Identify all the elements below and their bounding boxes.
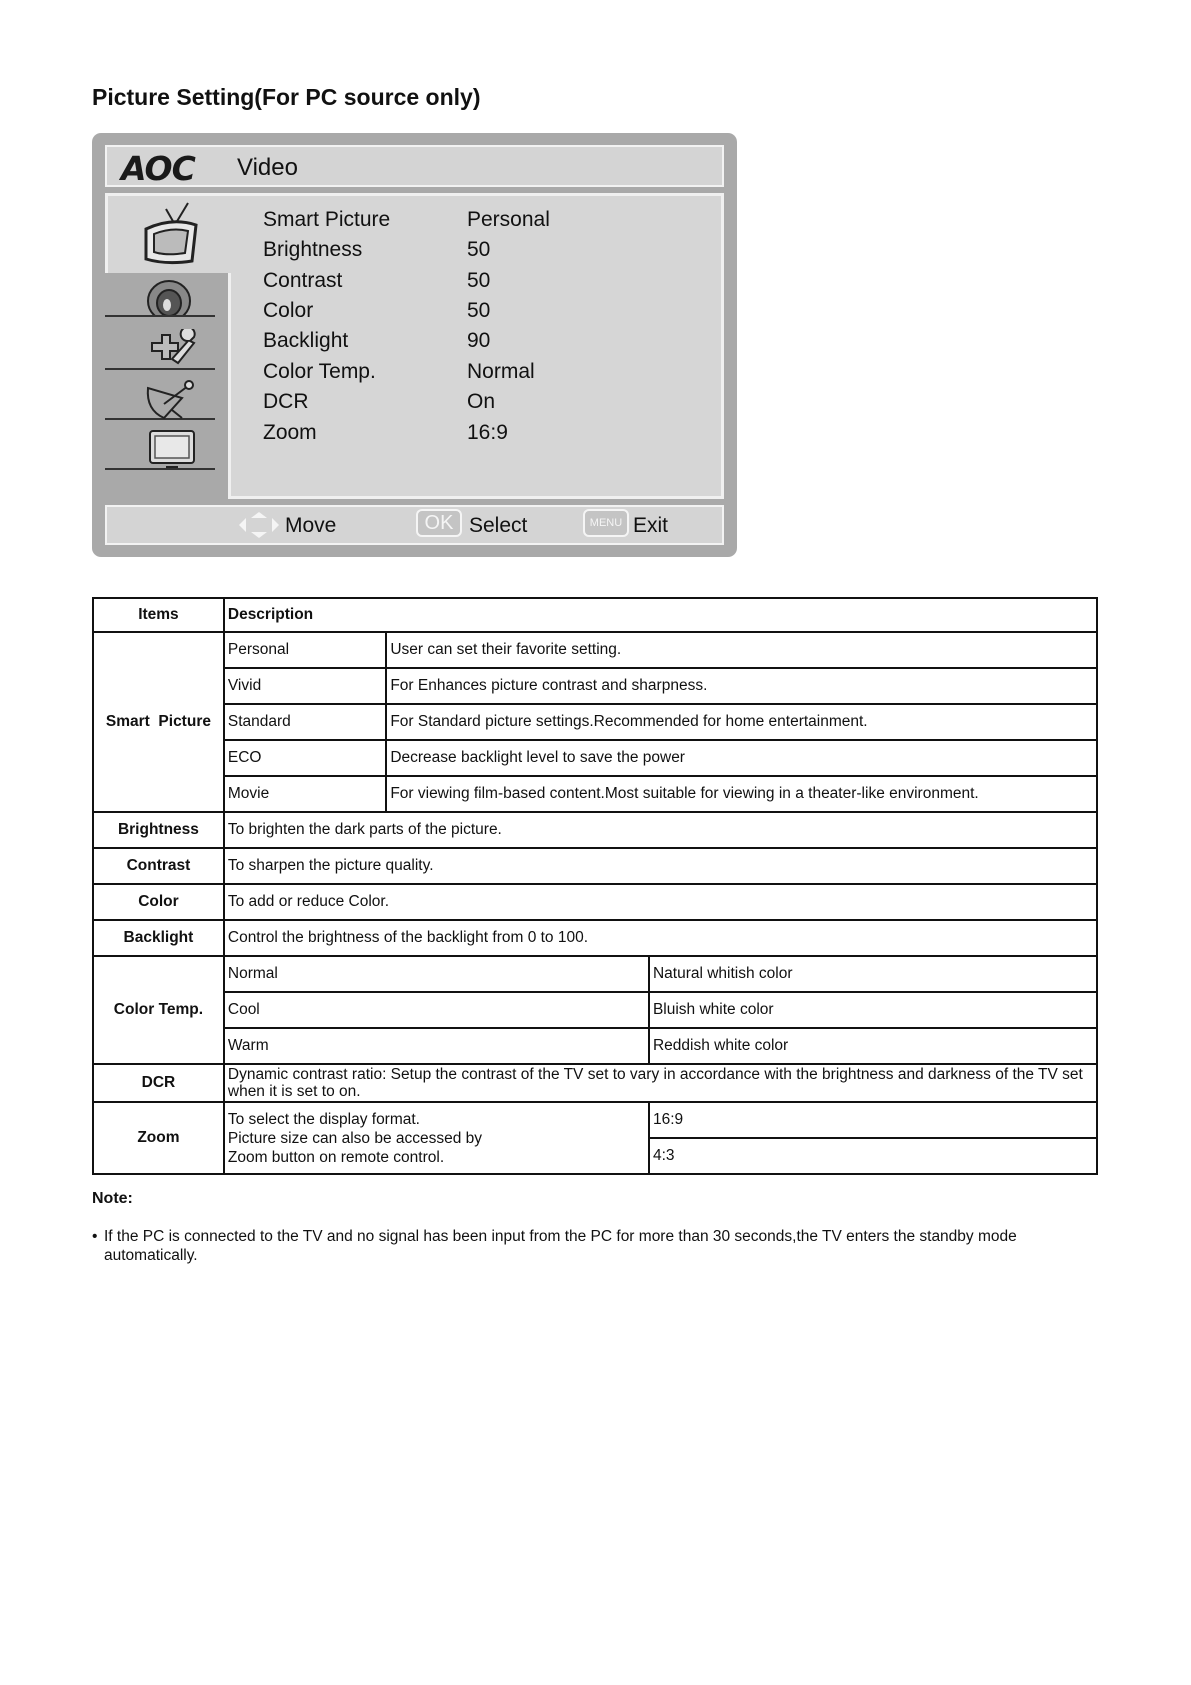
- note-title: Note:: [92, 1190, 133, 1207]
- item-dcr: DCR: [93, 1064, 224, 1102]
- item-color: Color: [93, 884, 224, 920]
- monitor-icon[interactable]: [146, 429, 200, 469]
- osd-row-label: Color Temp.: [263, 360, 376, 383]
- osd-row-value: On: [467, 390, 496, 413]
- item-zoom: Zoom: [93, 1102, 224, 1174]
- option-desc: For Standard picture settings.Recommended for home entertainment.: [386, 704, 1097, 740]
- osd-row-value: 50: [467, 238, 491, 261]
- item-desc: To brighten the dark parts of the picture.: [224, 812, 1097, 848]
- option-name: Vivid: [224, 668, 386, 704]
- item-backlight: Backlight: [93, 920, 224, 956]
- note-text: [92, 1227, 1092, 1265]
- option-desc: Natural whitish color: [649, 956, 1097, 992]
- note-body: If the PC is connected to the TV and no signal has been input from the PC for more than 30 seconds,the TV enters the standby mode automatically.: [104, 1228, 1017, 1264]
- option-name: 4:3: [649, 1138, 1097, 1174]
- table-row: [93, 920, 1097, 956]
- osd-row-value: 50: [467, 269, 491, 292]
- table-header-row: [93, 598, 1097, 632]
- header-items: Items: [93, 598, 224, 632]
- table-row: [93, 1028, 1097, 1064]
- table-row: [93, 632, 1097, 668]
- table-row: [93, 884, 1097, 920]
- table-row: [93, 668, 1097, 704]
- table-row: [93, 740, 1097, 776]
- osd-row-label: Zoom: [263, 421, 317, 444]
- osd-row-value: 90: [467, 329, 491, 352]
- option-name: Personal: [224, 632, 386, 668]
- zoom-desc-line: Zoom button on remote control.: [227, 1148, 445, 1166]
- menu-key-icon: MENU: [583, 509, 629, 537]
- aoc-logo: AOC: [121, 149, 195, 188]
- option-name: Warm: [224, 1028, 649, 1064]
- arrow-keys-icon: [237, 510, 281, 540]
- osd-row-value: 16:9: [467, 421, 508, 444]
- header-description: Description: [224, 598, 1097, 632]
- osd-row-value: 50: [467, 299, 491, 322]
- page-title: Picture Setting(For PC source only): [92, 84, 481, 110]
- item-desc: [224, 1102, 649, 1174]
- tab-divider: [105, 368, 215, 370]
- move-hint-label: Move: [285, 514, 337, 537]
- item-contrast: Contrast: [93, 848, 224, 884]
- option-name: Standard: [224, 704, 386, 740]
- bullet-icon: •: [92, 1228, 98, 1245]
- ok-key-icon: OK: [416, 509, 462, 537]
- item-smart-picture: Smart Picture: [93, 632, 224, 812]
- zoom-desc-line: To select the display format.: [227, 1110, 420, 1128]
- table-row: [93, 1102, 1097, 1138]
- osd-row-value: Personal: [467, 208, 550, 231]
- item-color-temp: Color Temp.: [93, 956, 224, 1064]
- option-name: Movie: [224, 776, 386, 812]
- item-desc: To sharpen the picture quality.: [224, 848, 1097, 884]
- option-name: ECO: [224, 740, 386, 776]
- osd-row-label: DCR: [263, 390, 309, 413]
- osd-row-value: Normal: [467, 360, 535, 383]
- option-name: 16:9: [649, 1102, 1097, 1138]
- tools-icon[interactable]: [144, 329, 200, 367]
- option-desc: Bluish white color: [649, 992, 1097, 1028]
- item-desc: To add or reduce Color.: [224, 884, 1097, 920]
- osd-menu-title: Video: [237, 154, 298, 181]
- item-brightness: Brightness: [93, 812, 224, 848]
- osd-row-label: Color: [263, 299, 314, 322]
- option-desc: Decrease backlight level to save the power: [386, 740, 1097, 776]
- table-row: [93, 812, 1097, 848]
- item-desc: Dynamic contrast ratio: Setup the contrast of the TV set to vary in accordance with the brightness and darkness of the TV set when it is set to on.: [224, 1064, 1097, 1102]
- zoom-desc-line: Picture size can also be accessed by: [227, 1129, 483, 1147]
- option-desc: For viewing film-based content.Most suitable for viewing in a theater-like environment.: [386, 776, 1097, 812]
- option-desc: For Enhances picture contrast and sharpness.: [386, 668, 1097, 704]
- osd-menu: [92, 133, 737, 557]
- exit-hint-label: Exit: [633, 514, 669, 537]
- tv-icon: [136, 201, 206, 271]
- osd-row-label: Contrast: [263, 269, 343, 292]
- table-row: [93, 1064, 1097, 1102]
- option-name: Normal: [224, 956, 649, 992]
- select-hint-label: Select: [469, 514, 528, 537]
- osd-row-label: Backlight: [263, 329, 349, 352]
- tab-divider: [105, 315, 215, 317]
- speaker-icon[interactable]: [144, 277, 194, 315]
- table-row: [93, 776, 1097, 812]
- table-row: [93, 992, 1097, 1028]
- osd-header: [105, 145, 724, 187]
- tab-video[interactable]: [105, 193, 231, 273]
- option-desc: User can set their favorite setting.: [386, 632, 1097, 668]
- osd-row-label: Smart Picture: [263, 208, 391, 231]
- item-desc: Control the brightness of the backlight from 0 to 100.: [224, 920, 1097, 956]
- option-desc: Reddish white color: [649, 1028, 1097, 1064]
- description-table: [92, 597, 1098, 1175]
- option-name: Cool: [224, 992, 649, 1028]
- osd-row-label: Brightness: [263, 238, 363, 261]
- table-row: [93, 704, 1097, 740]
- osd-footer: [105, 505, 724, 545]
- satellite-dish-icon[interactable]: [142, 380, 198, 420]
- table-row: [93, 956, 1097, 992]
- table-row: [93, 848, 1097, 884]
